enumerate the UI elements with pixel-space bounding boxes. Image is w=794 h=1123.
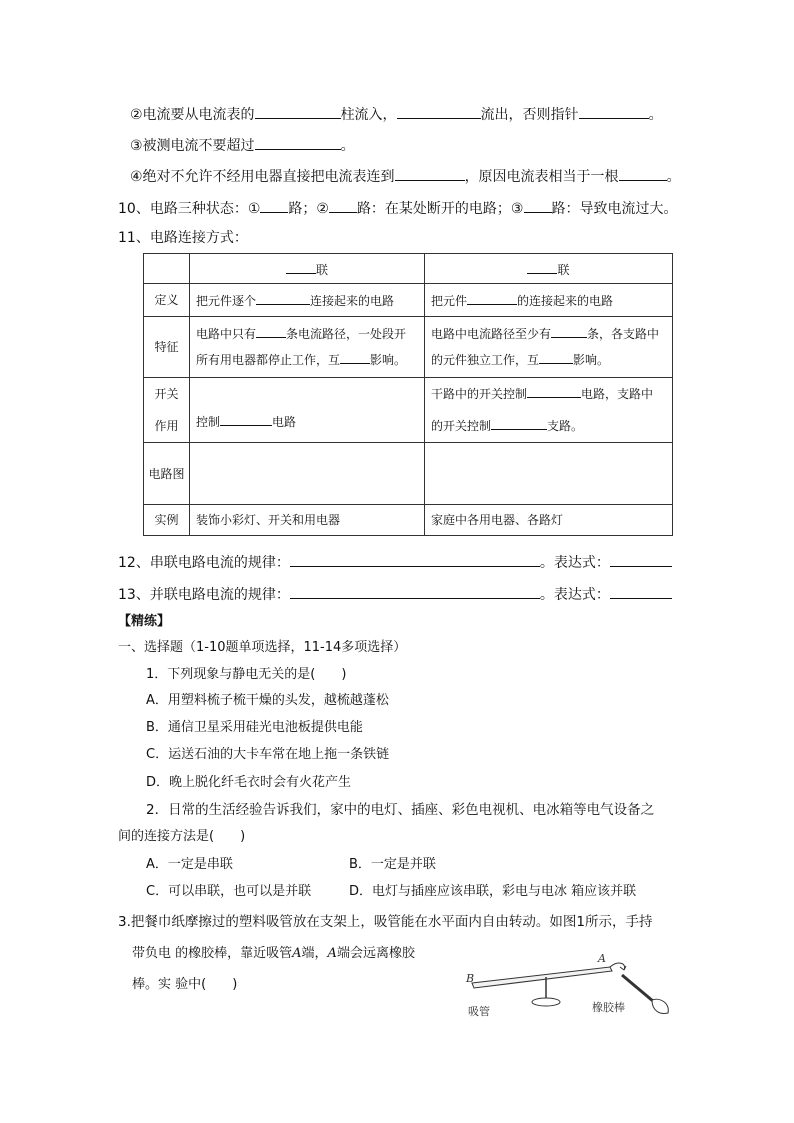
blank[interactable] bbox=[395, 166, 465, 181]
blank[interactable] bbox=[551, 325, 587, 338]
rotation-arrow bbox=[610, 963, 626, 970]
q2-option-a[interactable]: A．一定是串联 bbox=[146, 857, 233, 872]
parallel-header: 联 bbox=[425, 254, 673, 284]
label-straw: 吸管 bbox=[468, 1005, 490, 1018]
parallel-definition: 把元件 的连接起来的电路 bbox=[425, 284, 673, 317]
ammeter-rule-3: ③被测电流不要超过 。 bbox=[130, 135, 355, 155]
table-row bbox=[144, 317, 673, 378]
q2-option-b[interactable]: B．一定是并联 bbox=[349, 857, 436, 872]
label-a: A bbox=[598, 952, 606, 965]
straw-rubber-rod-figure bbox=[460, 945, 675, 1025]
parallel-feature: 电路中电流路径至少有 条，各支路中 的元件独立工作，互 影响。 bbox=[425, 317, 673, 378]
parallel-switch: 干路中的开关控制 电路，支路中 的开关控制 支路。 bbox=[425, 378, 673, 443]
blank[interactable] bbox=[524, 198, 552, 213]
blank[interactable] bbox=[610, 552, 672, 567]
series-feature: 电路中只有 条电流路径，一处段开 所有用电器都停止工作，互 影响。 bbox=[190, 317, 425, 378]
table-row bbox=[144, 378, 673, 443]
blank[interactable] bbox=[527, 259, 557, 274]
question-10: 10、电路三种状态：① 路；② 路：在某处断开的电路；③ 路：导致电流过大。 bbox=[118, 198, 678, 218]
q1-option-b[interactable]: B．通信卫星采用硅光电池板提供电能 bbox=[146, 720, 363, 735]
q3-stem-line-3: 棒。实 验中( ) bbox=[132, 977, 238, 992]
series-switch: 控制 电路 bbox=[190, 378, 425, 443]
parallel-diagram-cell[interactable] bbox=[425, 443, 673, 505]
blank[interactable] bbox=[286, 259, 316, 274]
blank[interactable] bbox=[340, 351, 370, 364]
parallel-example: 家庭中各用电器、各路灯 bbox=[425, 505, 673, 536]
blank[interactable] bbox=[290, 584, 540, 599]
q1-option-c[interactable]: C．运送石油的大卡车常在地上拖一条铁链 bbox=[146, 747, 390, 762]
table-row bbox=[144, 443, 673, 505]
question-13: 13、并联电路电流的规律： 。表达式： bbox=[118, 584, 672, 604]
q3-stem-line-1: 3.把餐巾纸摩擦过的塑料吸管放在支架上，吸管能在水平面内自由转动。如图1所示，手持 bbox=[118, 914, 653, 930]
rubber-rod bbox=[622, 975, 668, 1013]
label-rubber-rod: 橡胶棒 bbox=[592, 1001, 625, 1014]
row-label-example: 实例 bbox=[144, 505, 190, 536]
series-diagram-cell[interactable] bbox=[190, 443, 425, 505]
q1-option-d[interactable]: D．晚上脱化纤毛衣时会有火花产生 bbox=[146, 775, 352, 790]
table-header-row bbox=[144, 254, 673, 284]
blank[interactable] bbox=[619, 166, 667, 181]
blank[interactable] bbox=[329, 198, 357, 213]
blank[interactable] bbox=[397, 104, 481, 119]
blank[interactable] bbox=[260, 198, 288, 213]
row-label-diagram: 电路图 bbox=[144, 443, 190, 505]
question-11-title: 11、电路连接方式： bbox=[118, 230, 248, 246]
blank[interactable] bbox=[527, 385, 581, 398]
blank[interactable] bbox=[220, 413, 272, 426]
q2-stem-line-1: 2．日常的生活经验告诉我们，家中的电灯、插座、彩色电视机、电冰箱等电气设备之 bbox=[146, 802, 655, 818]
table-row bbox=[144, 284, 673, 317]
blank[interactable] bbox=[255, 135, 341, 150]
circuit-connection-table bbox=[143, 253, 673, 536]
series-definition: 把元件逐个 连接起来的电路 bbox=[190, 284, 425, 317]
blank[interactable] bbox=[579, 104, 649, 119]
q3-stem-line-2: 带负电 的橡胶棒，靠近吸管A端，A端会远离橡胶 bbox=[132, 946, 415, 961]
stand bbox=[532, 977, 560, 1006]
blank[interactable] bbox=[467, 292, 517, 305]
blank[interactable] bbox=[256, 292, 310, 305]
table-row bbox=[144, 505, 673, 536]
q1-stem: 1．下列现象与静电无关的是( ) bbox=[146, 667, 347, 682]
q2-stem-line-2: 间的连接方法是( ) bbox=[118, 829, 246, 844]
q2-option-d[interactable]: D．电灯与插座应该串联，彩电与电冰 箱应该并联 bbox=[349, 884, 637, 899]
blank[interactable] bbox=[610, 584, 672, 599]
blank[interactable] bbox=[491, 417, 547, 430]
row-label-definition: 定义 bbox=[144, 284, 190, 317]
ammeter-rule-2: ②电流要从电流表的 柱流入， 流出，否则指针 。 bbox=[130, 104, 663, 124]
table-corner bbox=[144, 254, 190, 284]
blank[interactable] bbox=[255, 104, 341, 119]
series-example: 装饰小彩灯、开关和用电器 bbox=[190, 505, 425, 536]
blank[interactable] bbox=[256, 325, 286, 338]
straw bbox=[472, 967, 612, 988]
ammeter-rule-4: ④绝对不允许不经用电器直接把电流表连到 ，原因电流表相当于一根 。 bbox=[130, 166, 681, 186]
practice-header: 【精练】 bbox=[118, 614, 171, 629]
label-b: B bbox=[466, 972, 475, 985]
row-label-feature: 特征 bbox=[144, 317, 190, 378]
blank[interactable] bbox=[290, 552, 540, 567]
q2-option-c[interactable]: C．可以串联，也可以是并联 bbox=[146, 884, 312, 899]
row-label-switch: 开关 作用 bbox=[144, 378, 190, 443]
q1-option-a[interactable]: A．用塑料梳子梳干燥的头发，越梳越蓬松 bbox=[146, 693, 389, 708]
blank[interactable] bbox=[539, 351, 573, 364]
section-title: 一、选择题（1-10题单项选择，11-14多项选择） bbox=[118, 640, 407, 655]
question-12: 12、串联电路电流的规律： 。表达式： bbox=[118, 552, 672, 572]
series-header: 联 bbox=[190, 254, 425, 284]
